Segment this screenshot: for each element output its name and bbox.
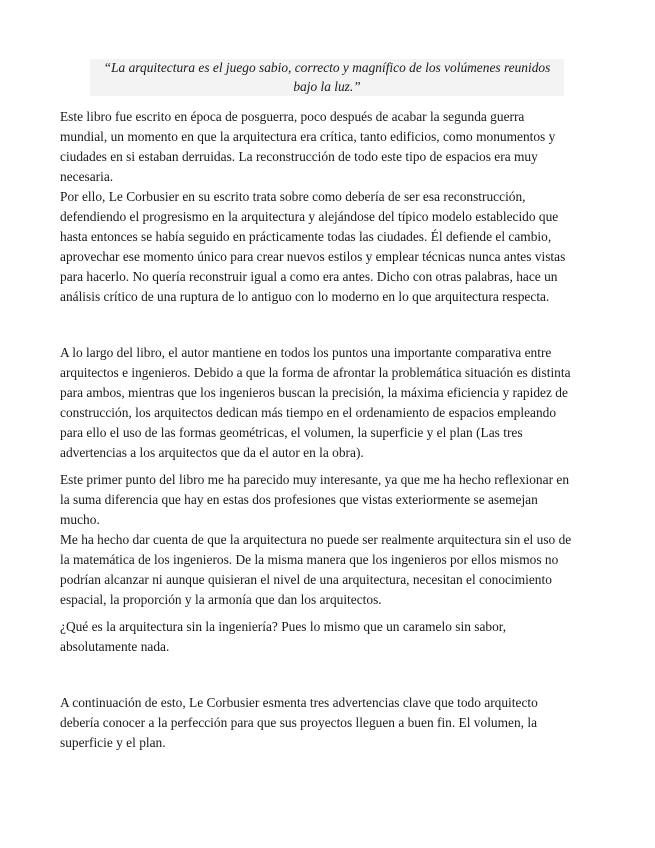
paragraph-line: debería conocer a la perfección para que sus proyectos lleguen a buen fin. El volumen, la: [60, 715, 538, 730]
paragraph-line: mucho.: [60, 512, 100, 527]
paragraph-line: espacial, la proporción y la armonía que dan los arquitectos.: [60, 592, 382, 607]
quote-line: “La arquitectura es el juego sabio, correcto y magnífico de los volúmenes reunidos: [103, 60, 551, 75]
paragraph-line: para ambos, mientras que los ingenieros buscan la precisión, la máxima eficiencia y rapidez de: [60, 385, 568, 400]
paragraph-line: mundial, un momento en que la arquitectura era crítica, tanto edificios, como monumentos y: [60, 129, 556, 144]
paragraph-line: advertencias a los arquitectos que da el autor en la obra).: [60, 445, 364, 460]
paragraph-line: necesaria.: [60, 169, 114, 184]
paragraph-line: la matemática de los ingenieros. De la misma manera que los ingenieros por ellos mismos no: [60, 552, 559, 567]
quote-line: bajo la luz.”: [293, 78, 361, 94]
paragraph-line: la suma diferencia que hay en estas dos profesiones que vistas exteriormente se asemejan: [60, 492, 538, 507]
paragraph-line: A lo largo del libro, el autor mantiene en todos los puntos una importante comparativa entre: [60, 345, 552, 360]
paragraph-line: construcción, los arquitectos dedican más tiempo en el ordenamiento de espacios empleando: [60, 405, 557, 420]
paragraph-line: Este primer punto del libro me ha parecido muy interesante, ya que me ha hecho reflexionar en: [60, 472, 570, 487]
paragraph-line: Por ello, Le Corbusier en su escrito trata sobre como debería de ser esa reconstrucción,: [60, 189, 526, 204]
paragraph-line: arquitectos e ingenieros. Debido a que la forma de afrontar la problemática situación es distinta: [60, 365, 571, 380]
paragraph-line: A continuación de esto, Le Corbusier esmenta tres advertencias clave que todo arquitecto: [60, 695, 538, 710]
paragraph-line: Me ha hecho dar cuenta de que la arquitectura no puede ser realmente arquitectura sin el uso de: [60, 532, 572, 547]
paragraph-line: análisis crítico de una ruptura de lo antiguo con lo moderno en lo que arquitectura respecta.: [60, 289, 550, 304]
paragraph-line: para hacerlo. No quería reconstruir igual a como era antes. Dicho con otras palabras, hace un: [60, 269, 558, 284]
paragraph-line: para ello el uso de las formas geométricas, el volumen, la superficie y el plan (Las tres: [60, 425, 523, 440]
paragraph-line: podrían alcanzar ni aunque quisieran el nivel de una arquitectura, necesitan el conocimiento: [60, 572, 552, 587]
paragraph-line: Este libro fue escrito en época de posguerra, poco después de acabar la segunda guerra: [60, 109, 525, 124]
epigraph-quote: [90, 59, 564, 96]
paragraph-line: ¿Qué es la arquitectura sin la ingeniería? Pues lo mismo que un caramelo sin sabor,: [60, 619, 507, 634]
paragraph-line: aprovechar ese momento único para crear nuevos estilos y emplear técnicas nunca antes vistas: [60, 249, 566, 264]
paragraph-line: hasta entonces se había seguido en prácticamente todas las ciudades. Él defiende el cambio,: [60, 229, 552, 244]
paragraph-line: absolutamente nada.: [60, 639, 170, 654]
paragraph-line: superficie y el plan.: [60, 735, 166, 750]
paragraph-line: ciudades en si estaban derruidas. La reconstrucción de todo este tipo de espacios era muy: [60, 149, 538, 164]
paragraph-line: defendiendo el progresismo en la arquitectura y alejándose del típico modelo establecido que: [60, 209, 559, 224]
